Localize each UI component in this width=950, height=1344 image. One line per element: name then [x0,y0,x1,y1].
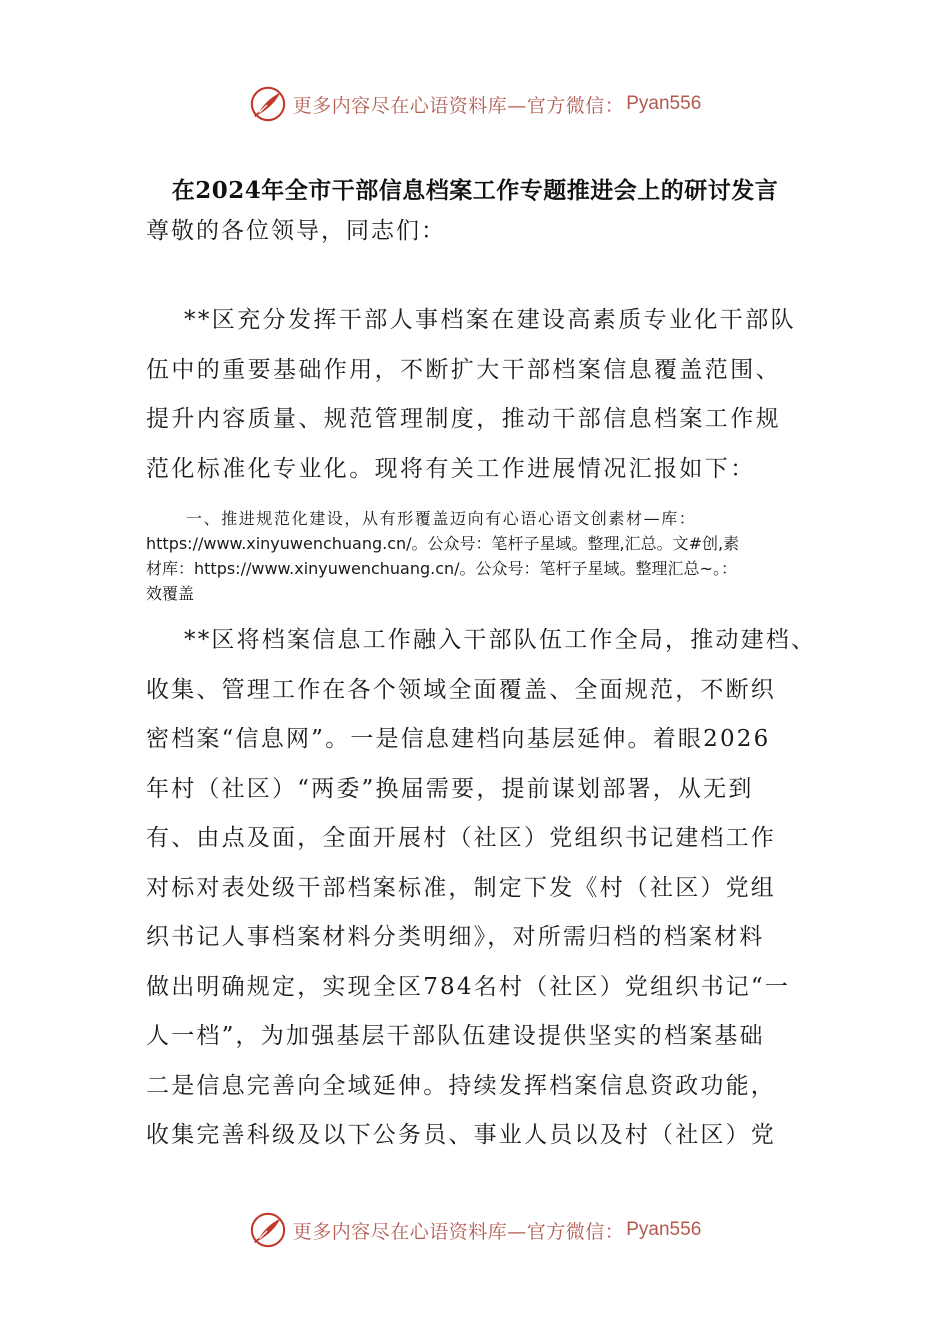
paragraph-line: 对标对表处级干部档案标准，制定下发《村（社区）党组 [146,874,776,901]
paragraph-line: 范化标准化专业化。现将有关工作进展情况汇报如下： [146,455,756,482]
paragraph-line: 织书记人事档案材料分类明细》，对所需归档的档案材料 [146,924,765,950]
heading-line: 一、推进规范化建设，从有形覆盖迈向有心语心语文创素材—库： [186,509,697,528]
quill-pen-logo-icon [249,1211,287,1249]
paragraph-line: 提升内容质量、规范管理制度，推动干部信息档案工作规 [146,406,781,432]
header-wechat-id: Pyan556 [626,93,702,114]
header-slogan: 更多内容尽在心语资料库—官方微信： [292,94,625,117]
document-title: 在2024年全市干部信息档案工作专题推进会上的研讨发言 [171,177,779,204]
quill-pen-logo-icon [249,85,287,123]
paragraph-2 [146,616,816,1161]
paragraph-line: 人一档”，为加强基层干部队伍建设提供坚实的档案基础 [146,1023,765,1049]
paragraph-line: 做出明确规定，实现全区784名村（社区）党组织书记“一 [146,973,791,1000]
footer-slogan: 更多内容尽在心语资料库—官方微信： [292,1220,625,1243]
paragraph-line: 二是信息完善向全域延伸。持续发挥档案信息资政功能， [146,1072,776,1099]
paragraph-1 [146,296,796,494]
footer-banner [0,1208,950,1252]
paragraph-line: 收集、管理工作在各个领域全面覆盖、全面规范，不断织 [146,676,776,703]
paragraph-line: 伍中的重要基础作用，不断扩大干部档案信息覆盖范围、 [146,356,781,383]
heading-line: 效覆盖 [146,584,195,603]
paragraph-line: 收集完善科级及以下公务员、事业人员以及村（社区）党 [146,1122,776,1148]
heading-line: 材库：https://www.xinyuwenchuang.cn/。公众号：笔杆子星域。整理汇总~。： [146,559,737,578]
paragraph-line: 有、由点及面，全面开展村（社区）党组织书记建档工作 [146,825,776,851]
paragraph-line: 密档案“信息网”。一是信息建档向基层延伸。着眼2026 [146,726,771,752]
paragraph-line: **区将档案信息工作融入干部队伍工作全局，推动建档、 [184,627,817,653]
paragraph-line: **区充分发挥干部人事档案在建设高素质专业化干部队 [184,307,796,333]
heading-line: https://www.xinyuwenchuang.cn/。公众号：笔杆子星域。整理,汇总。文#创,素 [146,534,740,553]
salutation: 尊敬的各位领导，同志们： [146,218,446,244]
paragraph-line: 年村（社区）“两委”换届需要，提前谋划部署，从无到 [146,775,754,802]
footer-wechat-id: Pyan556 [626,1219,702,1240]
section-1-heading [146,506,816,606]
header-banner [0,82,950,126]
